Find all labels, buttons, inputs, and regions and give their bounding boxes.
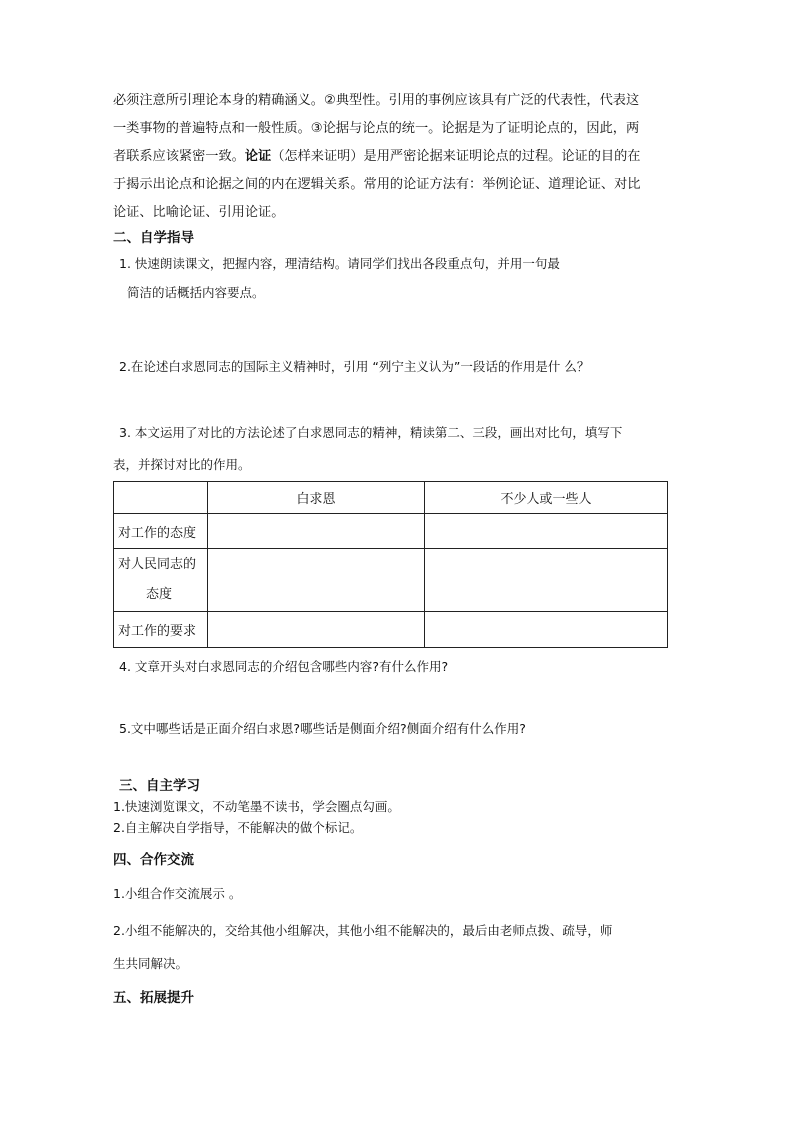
table-header-bethune: 白求恩: [208, 482, 425, 514]
table-header-row: [114, 482, 668, 514]
section3-heading: 三、自主学习: [119, 778, 200, 794]
section4-item-1: 1.小组合作交流展示 。: [113, 886, 242, 901]
table-row: [114, 514, 668, 549]
table-row-label-work-attitude: 对工作的态度: [114, 514, 208, 549]
question-1-line-1: 1. 快速朗读课文，把握内容，理清结构。请同学们找出各段重点句，并用一句最: [119, 256, 560, 271]
table-header-others: 不少人或一些人: [425, 482, 668, 514]
section5-heading: 五、拓展提升: [113, 990, 194, 1006]
table-row-label-work-requirement: 对工作的要求: [114, 612, 208, 648]
intro-line-2: 一类事物的普遍特点和一般性质。③论据与论点的统一。论据是为了证明论点的，因此，两: [113, 121, 640, 136]
table-cell-empty[interactable]: [208, 514, 425, 549]
table-cell-empty[interactable]: [425, 612, 668, 648]
table-row: [114, 549, 668, 612]
question-2: 2.在论述白求恩同志的国际主义精神时，引用 “列宁主义认为”一段话的作用是什 么？: [119, 359, 590, 374]
table-row-label-line-2: 态度: [146, 587, 173, 602]
question-5: 5.文中哪些话是正面介绍白求恩?哪些话是侧面介绍?侧面介绍有什么作用?: [119, 721, 526, 736]
intro-line-3-post: （怎样来证明）是用严密论据来证明论点的过程。论证的目的在: [271, 149, 641, 164]
section3-item-1: 1.快速浏览课文，不动笔墨不读书，学会圈点勾画。: [113, 799, 400, 814]
section4-item-2-line-2: 生共同解决。: [113, 956, 189, 971]
section4-item-2-line-1: 2.小组不能解决的，交给其他小组解决，其他小组不能解决的，最后由老师点拨、疏导，师: [113, 923, 613, 938]
section3-item-2: 2.自主解决自学指导，不能解决的做个标记。: [113, 820, 363, 835]
table-row-label-people-attitude: [114, 549, 208, 612]
intro-paragraph: [113, 87, 669, 227]
table-cell-empty[interactable]: [425, 549, 668, 612]
question-4: 4. 文章开头对白求恩同志的介绍包含哪些内容?有什么作用?: [119, 659, 449, 674]
question-3-line-1: 3. 本文运用了对比的方法论述了白求恩同志的精神，精读第二、三段，画出对比句，填写下: [119, 425, 623, 440]
table-cell-empty[interactable]: [425, 514, 668, 549]
table-cell-empty[interactable]: [208, 549, 425, 612]
question-1-line-2: 简洁的话概括内容要点。: [127, 285, 265, 300]
intro-line-4: 于揭示出论点和论据之间的内在逻辑关系。常用的论证方法有：举例论证、道理论证、对比: [113, 177, 641, 192]
question-3-line-2: 表，并探讨对比的作用。: [113, 457, 251, 472]
intro-line-5: 论证、比喻论证、引用论证。: [113, 205, 285, 220]
intro-line-1: 必须注意所引理论本身的精确涵义。②典型性。引用的事例应该具有广泛的代表性，代表这: [113, 93, 640, 108]
intro-line-3: [113, 143, 669, 171]
table-cell-empty[interactable]: [208, 612, 425, 648]
intro-line-3-pre: 者联系应该紧密一致。: [113, 149, 245, 164]
section4-heading: 四、合作交流: [113, 852, 194, 868]
table-corner-cell: [114, 482, 208, 514]
comparison-table: [113, 481, 668, 648]
table-row-label-line-1: 对人民同志的: [118, 557, 197, 572]
intro-line-3-bold: 论证: [244, 149, 272, 164]
table-row: [114, 612, 668, 648]
section2-heading: 二、自学指导: [113, 230, 194, 246]
